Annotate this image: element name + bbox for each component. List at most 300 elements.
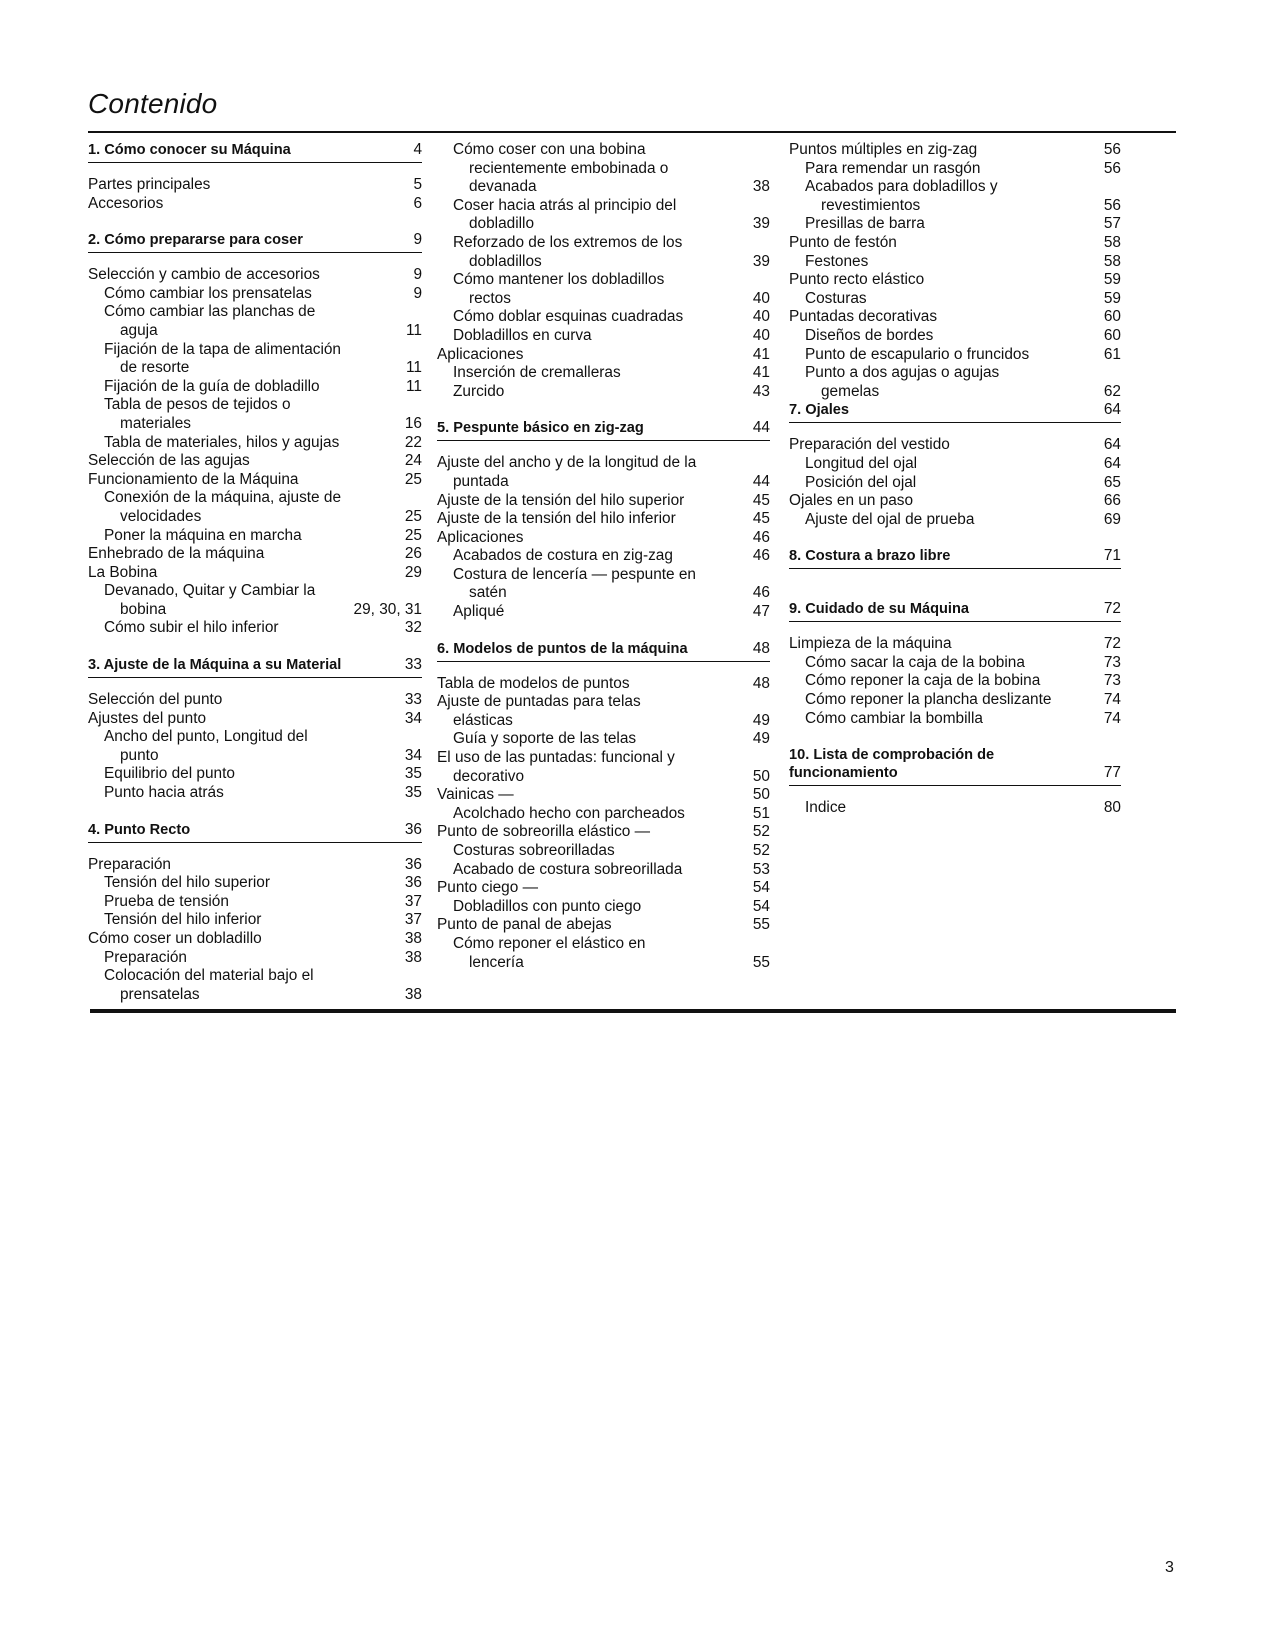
page-ref: 49 <box>752 711 770 729</box>
section-gap <box>88 213 422 231</box>
entry-title: Dobladillos en curva <box>453 326 592 344</box>
page-ref: 35 <box>404 784 422 802</box>
entry-title: Acabado de costura sobreorillada <box>453 860 683 878</box>
entry-title: Preparación del vestido <box>789 436 950 454</box>
section-gap <box>789 728 1121 746</box>
toc-entry <box>437 786 770 805</box>
page-ref: 58 <box>1103 252 1121 270</box>
toc-entry <box>88 930 422 949</box>
page-ref: 44 <box>752 472 770 490</box>
entry-title: Equilibrio del punto <box>104 765 235 783</box>
entry-title: Presillas de barra <box>805 215 925 233</box>
entry-title: dobladillos <box>469 252 542 270</box>
entry-title: Devanado, Quitar y Cambiar la <box>104 582 316 600</box>
entry-title: Ajuste del ancho y de la longitud de la <box>437 454 697 472</box>
section-gap <box>88 638 422 656</box>
entry-title: Aplicaciones <box>437 345 524 363</box>
page-ref: 36 <box>404 820 422 838</box>
toc-entry <box>437 749 770 768</box>
page-ref: 55 <box>752 916 770 934</box>
toc-entry <box>88 856 422 875</box>
toc-entry <box>437 879 770 898</box>
toc-entry <box>88 601 422 620</box>
section-title: 4. Punto Recto <box>88 821 191 838</box>
toc-entry <box>88 396 422 415</box>
page-number: 3 <box>1165 1559 1174 1576</box>
entry-title: prensatelas <box>120 985 200 1003</box>
entry-title: Tabla de pesos de tejidos o <box>104 396 291 414</box>
section-title: 7. Ojales <box>789 402 850 419</box>
entry-title: Cómo reponer la caja de la bobina <box>805 672 1041 690</box>
toc-column-3 <box>789 141 1121 818</box>
toc-entry <box>789 511 1121 530</box>
section-heading <box>88 656 422 678</box>
page-ref: 40 <box>752 289 770 307</box>
section-gap <box>437 622 770 640</box>
page-ref: 25 <box>404 470 422 488</box>
entry-title: Diseños de bordes <box>805 326 934 344</box>
toc-entry <box>437 861 770 880</box>
entry-title: Punto a dos agujas o agujas <box>805 364 1000 382</box>
page-ref: 4 <box>413 141 422 158</box>
toc-entry <box>437 547 770 566</box>
toc-entry <box>88 545 422 564</box>
page-ref: 45 <box>752 510 770 528</box>
entry-title: Tabla de materiales, hilos y agujas <box>104 433 340 451</box>
entry-title: recientemente embobinada o <box>469 159 669 177</box>
toc-entry <box>88 378 422 397</box>
entry-title: Punto ciego — <box>437 879 538 897</box>
page-ref: 50 <box>752 786 770 804</box>
toc-entry <box>88 266 422 285</box>
page-ref: 71 <box>1103 547 1121 565</box>
section-title: 1. Cómo conocer su Máquina <box>88 142 291 158</box>
entry-title: Preparación <box>104 948 187 966</box>
entry-title: Cómo coser con una bobina <box>453 141 646 158</box>
page-ref: 25 <box>404 526 422 544</box>
page-ref: 38 <box>404 930 422 947</box>
toc-entry <box>437 768 770 787</box>
section-title: 6. Modelos de puntos de la máquina <box>437 640 688 657</box>
entry-title: Punto de escapulario o fruncidos <box>805 345 1030 363</box>
page-ref: 6 <box>413 194 422 212</box>
entry-title: Ajuste del ojal de prueba <box>805 510 975 528</box>
page-ref: 59 <box>1103 271 1121 289</box>
entry-title: Costuras sobreorilladas <box>453 842 615 859</box>
page-ref: 72 <box>1103 635 1121 653</box>
toc-entry <box>88 434 422 453</box>
toc-entry <box>88 619 422 638</box>
section-gap <box>88 803 422 821</box>
toc-entry <box>437 473 770 492</box>
entry-title: Ajustes del punto <box>88 709 207 727</box>
page-ref: 52 <box>752 842 770 859</box>
toc-entry <box>789 672 1121 691</box>
page-ref: 57 <box>1103 215 1121 233</box>
toc-entry <box>437 234 770 253</box>
page-ref: 16 <box>404 414 422 432</box>
page-ref: 74 <box>1103 691 1121 709</box>
toc-entry <box>437 584 770 603</box>
entry-title: Puntadas decorativas <box>789 308 938 326</box>
toc-entry <box>789 383 1121 402</box>
page-ref: 80 <box>1103 799 1121 817</box>
entry-title: Funcionamiento de la Máquina <box>88 470 299 488</box>
entry-title: Selección de las agujas <box>88 452 250 470</box>
entry-title: Ajuste de la tensión del hilo superior <box>437 491 685 509</box>
section-title: 2. Cómo prepararse para coser <box>88 232 303 249</box>
entry-title: Prueba de tensión <box>104 892 229 910</box>
entry-title: Preparación <box>88 855 171 873</box>
entry-title: Cómo sacar la caja de la bobina <box>805 653 1025 671</box>
section-heading <box>789 401 1121 423</box>
toc-entry <box>437 898 770 917</box>
toc-entry <box>437 215 770 234</box>
section-heading <box>437 419 770 441</box>
page-ref: 38 <box>404 985 422 1003</box>
entry-title: Tensión del hilo superior <box>104 874 270 892</box>
entry-title: Poner la máquina en marcha <box>104 526 302 544</box>
page-ref: 50 <box>752 767 770 785</box>
toc-entry <box>88 893 422 912</box>
page-ref: 43 <box>752 382 770 400</box>
page-ref: 44 <box>752 419 770 437</box>
toc-entry <box>437 346 770 365</box>
toc-entry <box>789 474 1121 493</box>
page-ref: 54 <box>752 897 770 915</box>
section-gap <box>437 401 770 419</box>
entry-title: Cómo subir el hilo inferior <box>104 619 279 637</box>
entry-title: Vainicas — <box>437 786 514 804</box>
entry-title: Punto hacia atrás <box>104 784 224 802</box>
page-ref: 11 <box>406 377 422 395</box>
entry-title: Selección del punto <box>88 691 223 709</box>
bottom-rule <box>90 1009 1176 1013</box>
toc-entry <box>789 290 1121 309</box>
entry-title: puntada <box>453 472 509 490</box>
entry-title: Ancho del punto, Longitud del <box>104 728 308 746</box>
toc-entry <box>437 253 770 272</box>
toc-entry <box>437 308 770 327</box>
toc-entry <box>88 341 422 360</box>
page-ref: 55 <box>752 953 770 971</box>
entry-title: Dobladillos con punto ciego <box>453 897 642 915</box>
entry-title: Tensión del hilo inferior <box>104 911 262 929</box>
toc-entry <box>789 253 1121 272</box>
entry-title: devanada <box>469 178 537 196</box>
toc-entry <box>789 455 1121 474</box>
entry-title: Acabados para dobladillos y <box>805 178 998 196</box>
entry-title: decorativo <box>453 767 525 785</box>
entry-title: Colocación del material bajo el <box>104 967 314 985</box>
toc-entry <box>88 508 422 527</box>
section-gap <box>789 582 1121 600</box>
entry-title: Selección y cambio de accesorios <box>88 266 320 284</box>
page-ref: 46 <box>752 584 770 602</box>
toc-entry <box>88 527 422 546</box>
toc-entry <box>437 730 770 749</box>
toc-entry <box>88 949 422 968</box>
toc-entry <box>88 986 422 1005</box>
section-heading <box>437 640 770 662</box>
page-ref: 66 <box>1103 492 1121 510</box>
page-ref: 5 <box>413 176 422 193</box>
page-ref: 37 <box>404 911 422 929</box>
toc-entry <box>88 471 422 490</box>
toc-entry <box>437 712 770 731</box>
toc-entry <box>789 160 1121 179</box>
page-ref: 61 <box>1103 345 1121 363</box>
toc-entry <box>88 710 422 729</box>
page-ref: 73 <box>1103 653 1121 671</box>
entry-title: lencería <box>469 953 524 971</box>
entry-title: Cómo doblar esquinas cuadradas <box>453 308 684 326</box>
toc-entry <box>88 691 422 710</box>
page-ref: 53 <box>752 860 770 878</box>
entry-title: Zurcido <box>453 382 505 400</box>
toc-entry <box>437 566 770 585</box>
entry-title: Cómo cambiar la bombilla <box>805 709 983 727</box>
page-ref: 69 <box>1103 510 1121 528</box>
toc-entry <box>789 654 1121 673</box>
entry-title: Partes principales <box>88 176 211 193</box>
page-ref: 41 <box>752 345 770 363</box>
page-ref: 29 <box>404 563 422 581</box>
toc-entry <box>789 364 1121 383</box>
page-ref: 47 <box>752 603 770 621</box>
toc-entry <box>88 765 422 784</box>
entry-title: gemelas <box>821 382 880 400</box>
toc-entry <box>88 303 422 322</box>
toc-entry <box>437 290 770 309</box>
toc-entry <box>437 529 770 548</box>
page-ref: 40 <box>752 308 770 326</box>
entry-title: Festones <box>805 252 869 270</box>
toc-entry <box>88 415 422 434</box>
entry-title: Cómo coser un dobladillo <box>88 930 262 947</box>
toc-entry <box>437 603 770 622</box>
toc-entry <box>437 693 770 712</box>
toc-entry <box>437 805 770 824</box>
entry-title: Indice <box>805 799 847 817</box>
toc-entry <box>88 176 422 195</box>
page-ref: 64 <box>1103 436 1121 454</box>
entry-title: Costura de lencería — pespunte en <box>453 565 696 583</box>
entry-title: Guía y soporte de las telas <box>453 730 637 748</box>
page-ref: 9 <box>413 266 422 284</box>
entry-title: velocidades <box>120 507 202 525</box>
page-ref: 48 <box>752 674 770 692</box>
page-ref: 65 <box>1103 473 1121 491</box>
entry-title: elásticas <box>453 711 513 729</box>
section-gap <box>789 529 1121 547</box>
entry-title: revestimientos <box>821 196 921 214</box>
entry-title: Enhebrado de la máquina <box>88 545 265 563</box>
toc-entry <box>437 935 770 954</box>
entry-title: Cómo cambiar las planchas de <box>104 303 316 321</box>
toc-entry <box>789 635 1121 654</box>
entry-title: Acolchado hecho con parcheados <box>453 804 685 822</box>
entry-title: aguja <box>120 321 158 339</box>
page-ref: 56 <box>1103 141 1121 158</box>
page-ref: 36 <box>404 855 422 873</box>
entry-title: Conexión de la máquina, ajuste de <box>104 489 342 507</box>
section-heading <box>789 547 1121 569</box>
toc-entry <box>789 141 1121 160</box>
entry-title: Inserción de cremalleras <box>453 364 621 382</box>
page-ref: 34 <box>404 709 422 727</box>
toc-entry <box>437 327 770 346</box>
toc-entry <box>88 195 422 214</box>
entry-title: Accesorios <box>88 194 164 212</box>
entry-title: Punto recto elástico <box>789 271 925 289</box>
page-ref: 38 <box>752 178 770 196</box>
page-ref: 59 <box>1103 289 1121 307</box>
toc-entry <box>789 327 1121 346</box>
entry-title: punto <box>120 746 159 764</box>
section-title: 5. Pespunte básico en zig-zag <box>437 420 644 437</box>
page-ref: 9 <box>413 284 422 302</box>
page-ref: 34 <box>404 746 422 764</box>
page-ref: 52 <box>752 823 770 841</box>
toc-entry <box>437 510 770 529</box>
entry-title: El uso de las puntadas: funcional y <box>437 749 675 767</box>
page-ref: 56 <box>1103 196 1121 214</box>
entry-title: bobina <box>120 600 167 618</box>
page-ref: 39 <box>752 215 770 233</box>
page-title: Contenido <box>88 88 218 119</box>
toc-entry <box>88 564 422 583</box>
section-title: 8. Costura a brazo libre <box>789 548 951 565</box>
toc-entry <box>437 141 770 160</box>
page-ref: 77 <box>1103 764 1121 782</box>
entry-title: Limpieza de la máquina <box>789 635 952 653</box>
toc-entry <box>88 285 422 304</box>
toc-entry <box>789 492 1121 511</box>
page-ref: 72 <box>1103 600 1121 618</box>
toc-entry <box>88 747 422 766</box>
section-heading <box>88 141 422 163</box>
toc-entry <box>88 728 422 747</box>
section-heading <box>789 600 1121 622</box>
entry-title: Fijación de la guía de dobladillo <box>104 377 320 395</box>
entry-title: Acabados de costura en zig-zag <box>453 547 673 565</box>
entry-title: Ojales en un paso <box>789 492 914 510</box>
entry-title: Apliqué <box>453 603 505 621</box>
page-ref: 49 <box>752 730 770 748</box>
entry-title: rectos <box>469 289 511 307</box>
page-ref: 22 <box>404 433 422 451</box>
entry-title: satén <box>469 584 507 602</box>
toc-entry <box>88 489 422 508</box>
page-ref: 26 <box>404 545 422 563</box>
top-rule <box>88 131 1176 133</box>
page-ref: 24 <box>404 452 422 470</box>
entry-title: Aplicaciones <box>437 528 524 546</box>
page-ref: 46 <box>752 528 770 546</box>
entry-title: de resorte <box>120 359 190 377</box>
entry-title: Cómo cambiar los prensatelas <box>104 284 312 302</box>
entry-title: Posición del ojal <box>805 473 917 491</box>
toc-entry <box>437 383 770 402</box>
page-ref: 45 <box>752 491 770 509</box>
entry-title: Para remendar un rasgón <box>805 159 981 177</box>
toc-entry <box>437 823 770 842</box>
toc-entry <box>88 911 422 930</box>
toc-entry <box>789 799 1121 818</box>
page-ref: 60 <box>1103 326 1121 344</box>
entry-title: Ajuste de puntadas para telas <box>437 693 641 711</box>
entry-title: Punto de festón <box>789 233 897 251</box>
toc-entry <box>437 954 770 973</box>
toc-entry <box>789 346 1121 365</box>
section-heading <box>789 746 1121 786</box>
toc-entry <box>437 197 770 216</box>
page-ref: 11 <box>406 321 422 339</box>
page-ref: 38 <box>404 948 422 966</box>
entry-title: Punto de panal de abejas <box>437 916 612 934</box>
toc-entry <box>437 271 770 290</box>
toc-entry <box>789 271 1121 290</box>
toc-entry <box>789 215 1121 234</box>
toc-entry <box>789 308 1121 327</box>
toc-entry <box>88 359 422 378</box>
page-ref: 64 <box>1103 401 1121 419</box>
toc-entry <box>437 454 770 473</box>
page-ref: 54 <box>752 879 770 897</box>
page-ref: 35 <box>404 765 422 783</box>
entry-title: Puntos múltiples en zig-zag <box>789 141 978 158</box>
entry-title: Cómo reponer la plancha deslizante <box>805 691 1052 709</box>
entry-title: Longitud del ojal <box>805 454 918 472</box>
entry-title: Coser hacia atrás al principio del <box>453 196 677 214</box>
page-ref: 51 <box>752 804 770 822</box>
section-heading <box>88 231 422 253</box>
toc-entry <box>88 967 422 986</box>
page-ref: 33 <box>404 691 422 709</box>
page-ref: 25 <box>404 507 422 525</box>
section-title: 3. Ajuste de la Máquina a su Material <box>88 657 342 674</box>
page-ref: 73 <box>1103 672 1121 690</box>
entry-title: Reforzado de los extremos de los <box>453 233 683 251</box>
entry-title: Costuras <box>805 289 867 307</box>
toc-entry <box>88 322 422 341</box>
toc-entry <box>789 178 1121 197</box>
toc-entry <box>437 675 770 694</box>
page-ref: 60 <box>1103 308 1121 326</box>
page-ref: 36 <box>404 874 422 892</box>
entry-title: La Bobina <box>88 563 158 581</box>
entry-title: Ajuste de la tensión del hilo inferior <box>437 510 676 528</box>
page-ref: 29, 30, 31 <box>353 600 422 618</box>
toc-entry <box>789 436 1121 455</box>
toc-entry <box>437 492 770 511</box>
entry-title: materiales <box>120 414 191 432</box>
page-ref: 74 <box>1103 709 1121 727</box>
toc-entry <box>88 874 422 893</box>
toc-entry <box>789 197 1121 216</box>
section-title: 10. Lista de comprobación de funcionamiento <box>789 747 995 782</box>
page-ref: 46 <box>752 547 770 565</box>
entry-title: Cómo reponer el elástico en <box>453 934 646 952</box>
toc-entry <box>88 582 422 601</box>
entry-title: Fijación de la tapa de alimentación <box>104 340 341 358</box>
toc-column-2 <box>437 141 770 972</box>
page-ref: 33 <box>404 656 422 674</box>
page-ref: 41 <box>752 364 770 382</box>
toc-entry <box>437 842 770 861</box>
page-ref: 40 <box>752 326 770 344</box>
